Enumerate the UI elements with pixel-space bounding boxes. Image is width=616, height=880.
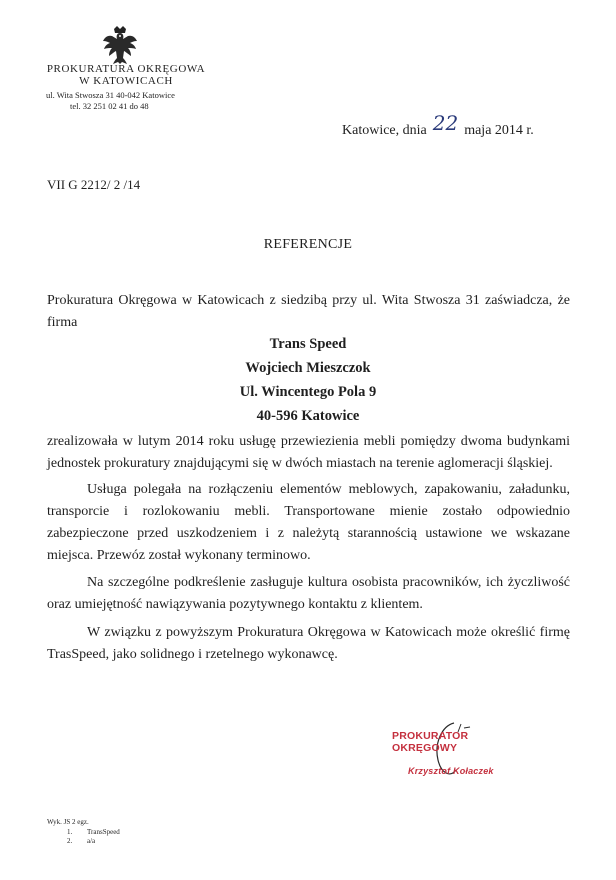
date-suffix: maja 2014 r. — [464, 123, 534, 138]
phone-line: tel. 32 251 02 41 do 48 — [70, 101, 149, 111]
distribution-item-number: 2. — [67, 837, 73, 845]
distribution-item — [47, 828, 120, 838]
intro-paragraph: Prokuratura Okręgowa w Katowicach z siedzibą przy ul. Wita Stwosza 31 zaświadcza, że firma — [47, 293, 570, 330]
body-paragraph-3: Na szczególne podkreślenie zasługuje kultura osobista pracowników, ich życzliwość oraz umiejętność nawiązywania pozytywnego kontaktu z klientem. — [47, 575, 570, 612]
body-paragraph-2: Usługa polegała na rozłączeniu elementów meblowych, zapakowaniu, załadunku, transporcie i rozlokowaniu mebli. Transportowane mienie zostało odpowiednio zabezpieczone przed uszkodzeniem i z należytą starannością ustawione we wskazane miejsca. Przewóz został wykonany terminowo. — [47, 482, 570, 563]
date-day-handwritten: 22 — [432, 111, 459, 135]
company-street: Ul. Wincentego Pola 9 — [239, 384, 377, 400]
reference-number: VII G 2212/ 2 /14 — [47, 177, 141, 192]
official-stamp — [392, 730, 532, 776]
body-paragraph-1: zrealizowała w lutym 2014 roku usługę przewiezienia mebli pomiędzy dwoma budynkami jednostek prokuratury znajdującymi się w dwóch miastach na terenie aglomeracji śląskiej. — [47, 434, 570, 471]
office-name-line1: PROKURATURA OKRĘGOWA — [46, 63, 206, 75]
office-name — [46, 63, 206, 87]
distribution-list — [47, 818, 120, 847]
distribution-item-number: 1. — [67, 827, 73, 836]
body-paragraph-4: W związku z powyższym Prokuratura Okręgowa w Katowicach może określić firmę TrasSpeed, jako solidnego i rzetelnego wykonawcę. — [47, 625, 570, 662]
office-address — [46, 90, 175, 112]
distribution-item-text: TransSpeed — [87, 827, 120, 836]
address-line: ul. Wita Stwosza 31 40-042 Katowice — [46, 90, 175, 100]
distribution-item — [47, 837, 120, 847]
stamp-title: PROKURATOR OKRĘGOWY — [392, 730, 469, 754]
stamp-name: Krzysztof Kołaczek — [408, 766, 494, 776]
distribution-heading: Wyk. JS 2 egz. — [47, 818, 89, 826]
distribution-item-text: a/a — [87, 837, 96, 845]
polish-eagle-icon — [100, 24, 140, 66]
letter-date — [342, 111, 534, 139]
company-name: Trans Speed — [269, 336, 347, 352]
date-prefix: Katowice, dnia — [342, 123, 427, 138]
office-name-line2: W KATOWICACH — [79, 75, 173, 87]
document-title: REFERENCJE — [263, 237, 353, 252]
company-city: 40-596 Katowice — [256, 408, 360, 424]
company-owner: Wojciech Mieszczok — [245, 360, 371, 376]
